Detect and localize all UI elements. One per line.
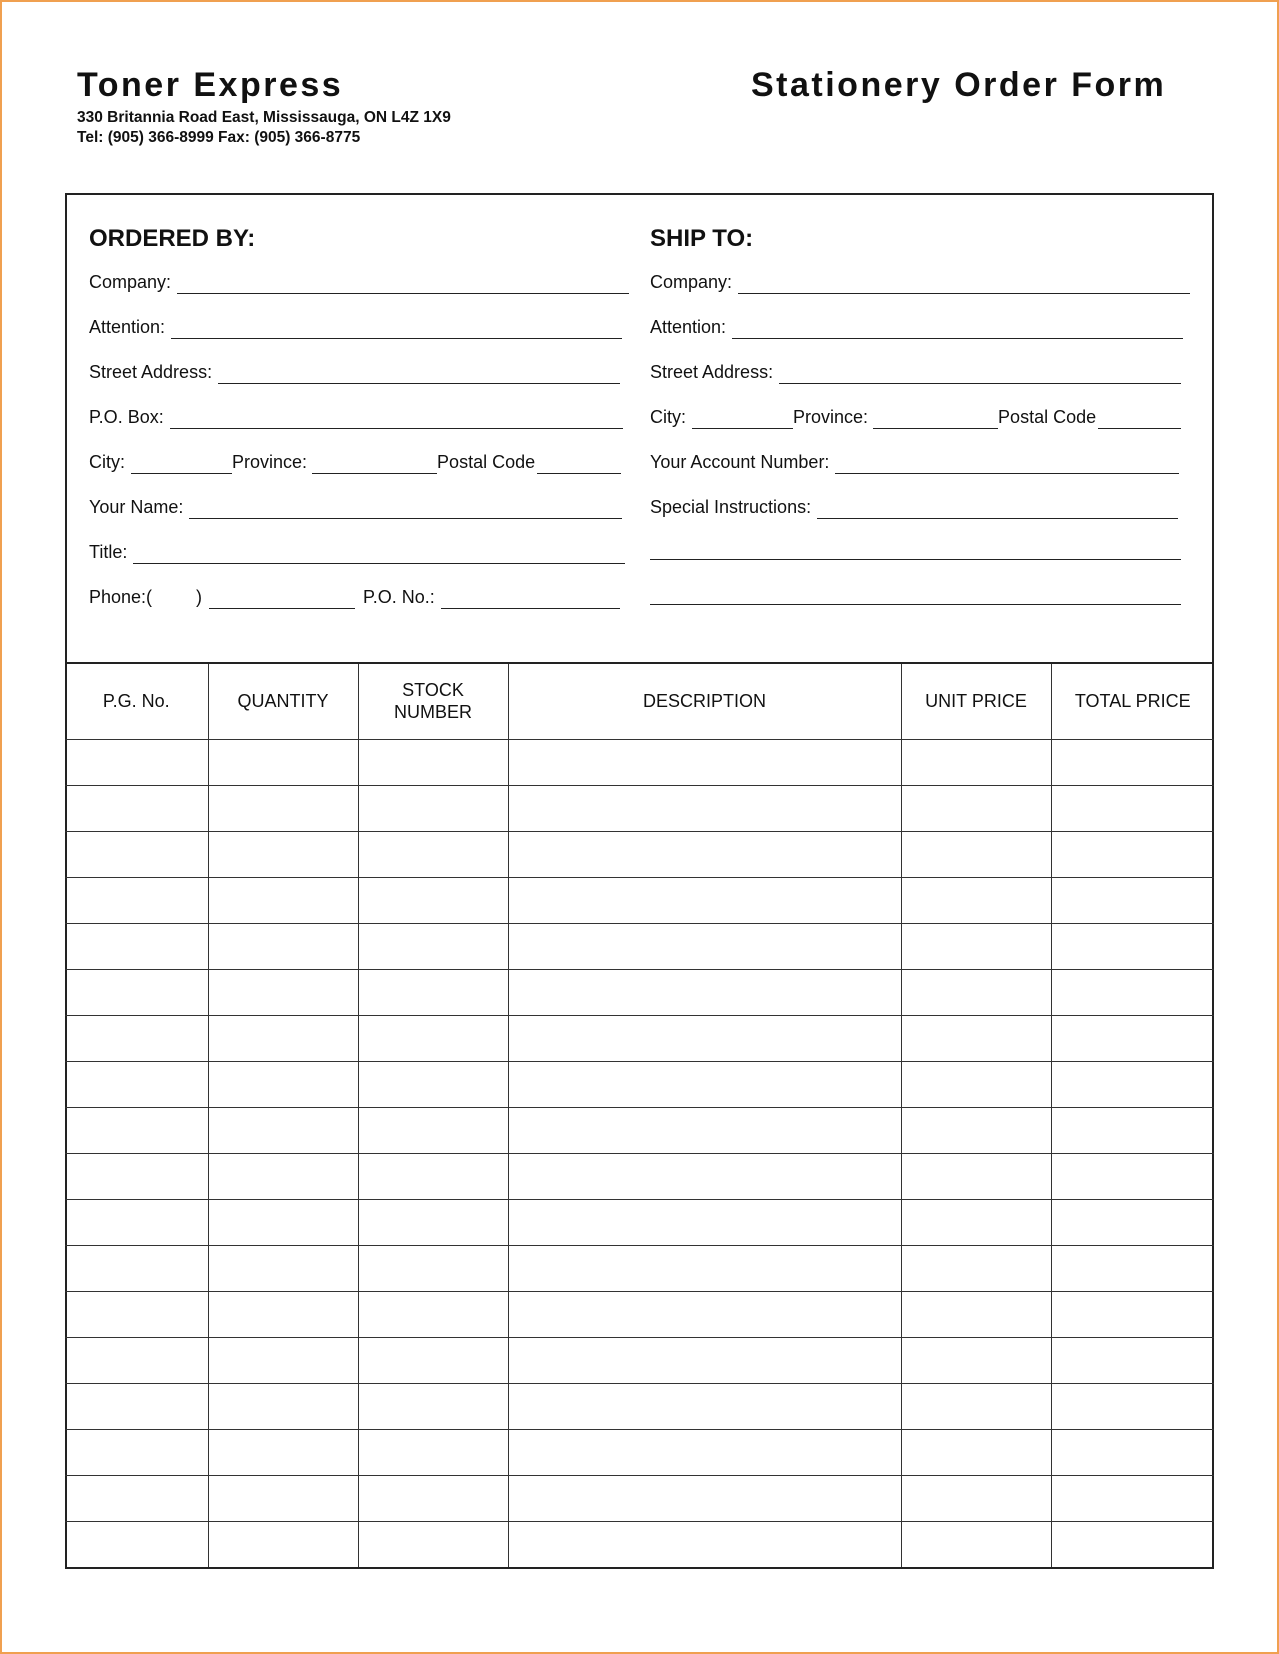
cell-quantity[interactable] xyxy=(208,1107,358,1153)
cell-stock-number[interactable] xyxy=(358,785,508,831)
cell-total-price[interactable] xyxy=(1051,785,1214,831)
column-header-quantity: QUANTITY xyxy=(208,663,358,739)
city-fill-line[interactable] xyxy=(131,456,232,474)
cell-unit-price[interactable] xyxy=(901,1429,1051,1475)
cell-description[interactable] xyxy=(508,969,901,1015)
order-items-table xyxy=(65,662,1214,1567)
field-label: Your Name: xyxy=(89,497,184,517)
ordered-by-phone-po-field[interactable] xyxy=(89,585,620,609)
cell-total-price[interactable] xyxy=(1051,1429,1214,1475)
cell-quantity[interactable] xyxy=(208,1521,358,1567)
table-row xyxy=(65,1383,1214,1429)
cell-quantity[interactable] xyxy=(208,923,358,969)
cell-pg-no[interactable] xyxy=(65,923,208,969)
cell-pg-no[interactable] xyxy=(65,1061,208,1107)
cell-pg-no[interactable] xyxy=(65,1199,208,1245)
cell-quantity[interactable] xyxy=(208,877,358,923)
cell-unit-price[interactable] xyxy=(901,1015,1051,1061)
cell-unit-price[interactable] xyxy=(901,1199,1051,1245)
cell-pg-no[interactable] xyxy=(65,1429,208,1475)
fill-line[interactable] xyxy=(218,366,620,384)
cell-stock-number[interactable] xyxy=(358,1291,508,1337)
fill-line[interactable] xyxy=(817,501,1178,519)
cell-quantity[interactable] xyxy=(208,785,358,831)
special-instructions-line-2[interactable] xyxy=(650,559,1181,560)
cell-quantity[interactable] xyxy=(208,1245,358,1291)
city-fill-line[interactable] xyxy=(692,411,793,429)
fill-line[interactable] xyxy=(171,321,622,339)
table-row xyxy=(65,1015,1214,1061)
column-header-total-price: TOTAL PRICE xyxy=(1051,663,1214,739)
cell-pg-no[interactable] xyxy=(65,831,208,877)
cell-stock-number[interactable] xyxy=(358,739,508,785)
field-label: Attention: xyxy=(89,317,166,337)
cell-stock-number[interactable] xyxy=(358,1475,508,1521)
table-row xyxy=(65,831,1214,877)
postal-code-fill-line[interactable] xyxy=(1098,411,1181,429)
ordered-by-city-province-postal-field[interactable] xyxy=(89,450,621,474)
fill-line[interactable] xyxy=(779,366,1181,384)
column-header-pg-no: P.G. No. xyxy=(65,663,208,739)
field-label: Province: xyxy=(232,452,308,472)
table-row xyxy=(65,1061,1214,1107)
fill-line[interactable] xyxy=(170,411,623,429)
cell-stock-number[interactable] xyxy=(358,1107,508,1153)
cell-total-price[interactable] xyxy=(1051,1337,1214,1383)
cell-unit-price[interactable] xyxy=(901,877,1051,923)
cell-total-price[interactable] xyxy=(1051,831,1214,877)
table-row xyxy=(65,1475,1214,1521)
cell-unit-price[interactable] xyxy=(901,1245,1051,1291)
province-fill-line[interactable] xyxy=(873,411,998,429)
column-header-description: DESCRIPTION xyxy=(508,663,901,739)
cell-stock-number[interactable] xyxy=(358,1153,508,1199)
cell-stock-number[interactable] xyxy=(358,1337,508,1383)
cell-description[interactable] xyxy=(508,877,901,923)
cell-stock-number[interactable] xyxy=(358,1429,508,1475)
table-row xyxy=(65,923,1214,969)
cell-unit-price[interactable] xyxy=(901,1107,1051,1153)
cell-description[interactable] xyxy=(508,1337,901,1383)
stock-number-line-1: STOCK xyxy=(402,680,464,701)
table-row xyxy=(65,1429,1214,1475)
cell-quantity[interactable] xyxy=(208,831,358,877)
cell-description[interactable] xyxy=(508,785,901,831)
cell-pg-no[interactable] xyxy=(65,877,208,923)
column-header-unit-price: UNIT PRICE xyxy=(901,663,1051,739)
cell-unit-price[interactable] xyxy=(901,739,1051,785)
form-title: Stationery Order Form xyxy=(751,66,1167,104)
field-label: Title: xyxy=(89,542,128,562)
table-header-row xyxy=(65,663,1214,739)
field-label: ) xyxy=(196,587,203,607)
cell-stock-number[interactable] xyxy=(358,1199,508,1245)
fill-line[interactable] xyxy=(133,546,625,564)
table-row xyxy=(65,1199,1214,1245)
cell-pg-no[interactable] xyxy=(65,739,208,785)
field-label: P.O. No.: xyxy=(363,587,435,607)
field-label: Postal Code xyxy=(998,407,1097,427)
postal-code-fill-line[interactable] xyxy=(537,456,621,474)
ordered-by-street-address-field[interactable] xyxy=(89,360,620,384)
cell-stock-number[interactable] xyxy=(358,1015,508,1061)
cell-description[interactable] xyxy=(508,1383,901,1429)
cell-pg-no[interactable] xyxy=(65,1521,208,1567)
order-table-body xyxy=(65,739,1214,1567)
cell-stock-number[interactable] xyxy=(358,923,508,969)
cell-description[interactable] xyxy=(508,1475,901,1521)
field-label: Postal Code xyxy=(437,452,536,472)
cell-quantity[interactable] xyxy=(208,1199,358,1245)
cell-quantity[interactable] xyxy=(208,1337,358,1383)
cell-description[interactable] xyxy=(508,831,901,877)
table-row xyxy=(65,1521,1214,1567)
table-row xyxy=(65,1291,1214,1337)
cell-unit-price[interactable] xyxy=(901,1383,1051,1429)
cell-total-price[interactable] xyxy=(1051,1199,1214,1245)
field-label: P.O. Box: xyxy=(89,407,164,427)
special-instructions-line-3[interactable] xyxy=(650,604,1181,605)
ordered-by-your-name-field[interactable] xyxy=(89,495,622,519)
table-row xyxy=(65,1153,1214,1199)
cell-quantity[interactable] xyxy=(208,1061,358,1107)
fill-line[interactable] xyxy=(189,501,622,519)
cell-unit-price[interactable] xyxy=(901,831,1051,877)
cell-total-price[interactable] xyxy=(1051,1107,1214,1153)
table-row xyxy=(65,1107,1214,1153)
cell-description[interactable] xyxy=(508,1153,901,1199)
cell-pg-no[interactable] xyxy=(65,1015,208,1061)
ship-to-special-instructions-field[interactable] xyxy=(650,495,1178,519)
cell-quantity[interactable] xyxy=(208,1475,358,1521)
phone-fill-line[interactable] xyxy=(209,591,355,609)
cell-unit-price[interactable] xyxy=(901,1291,1051,1337)
cell-pg-no[interactable] xyxy=(65,1107,208,1153)
ordered-by-po-box-field[interactable] xyxy=(89,405,623,429)
cell-total-price[interactable] xyxy=(1051,1291,1214,1337)
cell-total-price[interactable] xyxy=(1051,969,1214,1015)
cell-description[interactable] xyxy=(508,1061,901,1107)
field-label: Company: xyxy=(650,272,733,292)
field-label: Province: xyxy=(793,407,869,427)
ordered-by-company-field[interactable] xyxy=(89,270,629,294)
field-label: City: xyxy=(650,407,686,427)
cell-unit-price[interactable] xyxy=(901,1521,1051,1567)
cell-total-price[interactable] xyxy=(1051,1061,1214,1107)
cell-stock-number[interactable] xyxy=(358,831,508,877)
field-label: Street Address: xyxy=(650,362,774,382)
cell-total-price[interactable] xyxy=(1051,1245,1214,1291)
table-row xyxy=(65,785,1214,831)
cell-total-price[interactable] xyxy=(1051,739,1214,785)
ship-to-attention-field[interactable] xyxy=(650,315,1183,339)
cell-stock-number[interactable] xyxy=(358,1061,508,1107)
cell-unit-price[interactable] xyxy=(901,1337,1051,1383)
company-address: 330 Britannia Road East, Mississauga, ON L4Z 1X9 xyxy=(77,109,451,126)
field-label: Company: xyxy=(89,272,172,292)
company-phone-fax: Tel: (905) 366-8999 Fax: (905) 366-8775 xyxy=(77,129,361,146)
fill-line[interactable] xyxy=(177,276,629,294)
cell-pg-no[interactable] xyxy=(65,1337,208,1383)
cell-pg-no[interactable] xyxy=(65,1153,208,1199)
cell-total-price[interactable] xyxy=(1051,877,1214,923)
cell-description[interactable] xyxy=(508,1429,901,1475)
field-label: Street Address: xyxy=(89,362,213,382)
field-label: Your Account Number: xyxy=(650,452,830,472)
cell-stock-number[interactable] xyxy=(358,969,508,1015)
cell-total-price[interactable] xyxy=(1051,1015,1214,1061)
cell-description[interactable] xyxy=(508,1291,901,1337)
province-fill-line[interactable] xyxy=(312,456,437,474)
table-row xyxy=(65,877,1214,923)
stock-number-line-2: NUMBER xyxy=(393,702,472,723)
cell-pg-no[interactable] xyxy=(65,785,208,831)
cell-description[interactable] xyxy=(508,923,901,969)
cell-quantity[interactable] xyxy=(208,1153,358,1199)
table-row xyxy=(65,1245,1214,1291)
fill-line[interactable] xyxy=(738,276,1190,294)
company-name: Toner Express xyxy=(77,66,344,104)
cell-total-price[interactable] xyxy=(1051,1153,1214,1199)
cell-unit-price[interactable] xyxy=(901,1475,1051,1521)
cell-quantity[interactable] xyxy=(208,1015,358,1061)
cell-description[interactable] xyxy=(508,1107,901,1153)
cell-stock-number[interactable] xyxy=(358,877,508,923)
field-label: Attention: xyxy=(650,317,727,337)
table-row xyxy=(65,969,1214,1015)
field-label: Phone:( xyxy=(89,587,153,607)
ordered-by-heading: ORDERED BY: xyxy=(89,225,256,252)
ship-to-company-field[interactable] xyxy=(650,270,1190,294)
cell-pg-no[interactable] xyxy=(65,1245,208,1291)
cell-total-price[interactable] xyxy=(1051,1521,1214,1567)
cell-pg-no[interactable] xyxy=(65,1291,208,1337)
cell-unit-price[interactable] xyxy=(901,923,1051,969)
ship-to-street-address-field[interactable] xyxy=(650,360,1181,384)
field-label: City: xyxy=(89,452,125,472)
cell-quantity[interactable] xyxy=(208,969,358,1015)
cell-description[interactable] xyxy=(508,739,901,785)
cell-description[interactable] xyxy=(508,1245,901,1291)
cell-stock-number[interactable] xyxy=(358,1383,508,1429)
cell-total-price[interactable] xyxy=(1051,923,1214,969)
cell-quantity[interactable] xyxy=(208,1291,358,1337)
cell-quantity[interactable] xyxy=(208,1383,358,1429)
cell-description[interactable] xyxy=(508,1015,901,1061)
cell-unit-price[interactable] xyxy=(901,969,1051,1015)
column-header-stock-number xyxy=(358,663,508,739)
ordered-by-attention-field[interactable] xyxy=(89,315,622,339)
cell-pg-no[interactable] xyxy=(65,969,208,1015)
cell-stock-number[interactable] xyxy=(358,1521,508,1567)
cell-description[interactable] xyxy=(508,1199,901,1245)
ship-to-account-number-field[interactable] xyxy=(650,450,1179,474)
ship-to-city-province-postal-field[interactable] xyxy=(650,405,1181,429)
cell-pg-no[interactable] xyxy=(65,1475,208,1521)
field-label: Special Instructions: xyxy=(650,497,812,517)
cell-total-price[interactable] xyxy=(1051,1475,1214,1521)
fill-line[interactable] xyxy=(835,456,1179,474)
cell-pg-no[interactable] xyxy=(65,1383,208,1429)
po-no-fill-line[interactable] xyxy=(441,591,620,609)
table-row xyxy=(65,739,1214,785)
cell-total-price[interactable] xyxy=(1051,1383,1214,1429)
table-row xyxy=(65,1337,1214,1383)
cell-stock-number[interactable] xyxy=(358,1245,508,1291)
cell-unit-price[interactable] xyxy=(901,1061,1051,1107)
cell-quantity[interactable] xyxy=(208,739,358,785)
ship-to-heading: SHIP TO: xyxy=(650,225,754,252)
fill-line[interactable] xyxy=(732,321,1183,339)
ordered-by-title-field[interactable] xyxy=(89,540,625,564)
cell-unit-price[interactable] xyxy=(901,785,1051,831)
cell-quantity[interactable] xyxy=(208,1429,358,1475)
cell-description[interactable] xyxy=(508,1521,901,1567)
cell-unit-price[interactable] xyxy=(901,1153,1051,1199)
